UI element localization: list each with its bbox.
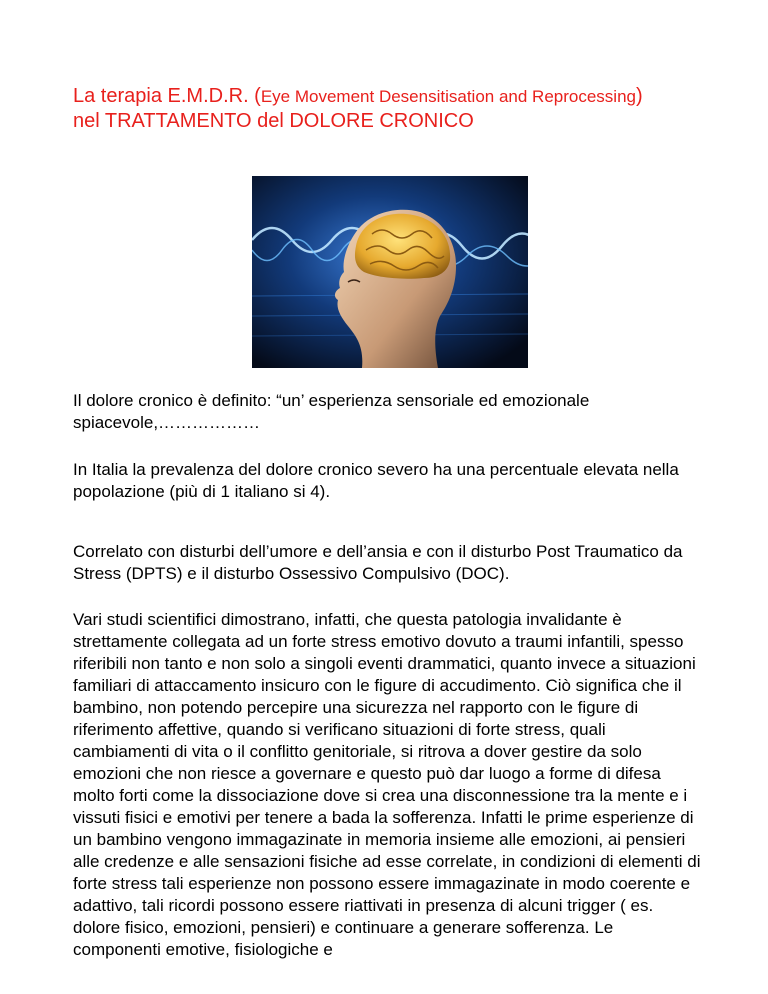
title-paren-close: ) xyxy=(635,85,643,107)
paragraph-definition: Il dolore cronico è definito: “un’ esperienza sensoriale ed emozionale spiacevole,……………… xyxy=(73,391,590,432)
head-brain-waves-image xyxy=(252,176,528,368)
document-title xyxy=(73,84,713,133)
paragraph-correlation: Correlato con disturbi dell’umore e dell’ansia e con il disturbo Post Traumatico da Stress (DPTS) e il disturbo Ossessivo Compulsivo (DOC). xyxy=(73,542,683,583)
title-line-2: nel TRATTAMENTO del DOLORE CRONICO xyxy=(73,110,474,132)
paragraph-studies: Vari studi scientifici dimostrano, infatti, che questa patologia invalidante è strettamente collegata ad un forte stress emotivo dovuto a traumi infantili, spesso riferibili non tanto e non solo a singoli eventi drammatici, quanto invece a situazioni familiari di attaccamento insicuro con le figure di accudimento. Ciò significa che il bambino, non potendo percepire una sicurezza nel rapporto con le figure di riferimento affettive, quando si verificano situazioni di forte stress, quali cambiamenti di vita o il conflitto genitoriale, si ritrova a dover gestire da solo emozioni che non riesce a governare e questo può dar luogo a forme di difesa molto forti come la dissociazione dove si crea una disconnessione tra la mente e i vissuti fisici e emotivi per tenere a bada la sofferenza. Infatti le prime esperienze di un bambino vengono immagazinate in memoria insieme alle emozioni, ai pensieri alle credenze e alle sensazioni fisiche ad esse correlate, in condizioni di elementi di forte stress tali esperienze non possono essere immagazinate in modo coerente e adattivo, tali ricordi possono essere riattivati in presenza di alcuni trigger ( es. dolore fisico, emozioni, pensieri) e continuare a generare sofferenza. Le componenti emotive, fisiologiche e xyxy=(73,610,701,959)
illustration-svg xyxy=(252,176,528,368)
title-acronym-expansion: Eye Movement Desensitisation and Reprocessing xyxy=(260,87,636,106)
title-prefix: La terapia E.M.D.R. ( xyxy=(73,85,261,107)
paragraph-prevalence: In Italia la prevalenza del dolore cronico severo ha una percentuale elevata nella popolazione (più di 1 italiano si 4). xyxy=(73,460,679,501)
